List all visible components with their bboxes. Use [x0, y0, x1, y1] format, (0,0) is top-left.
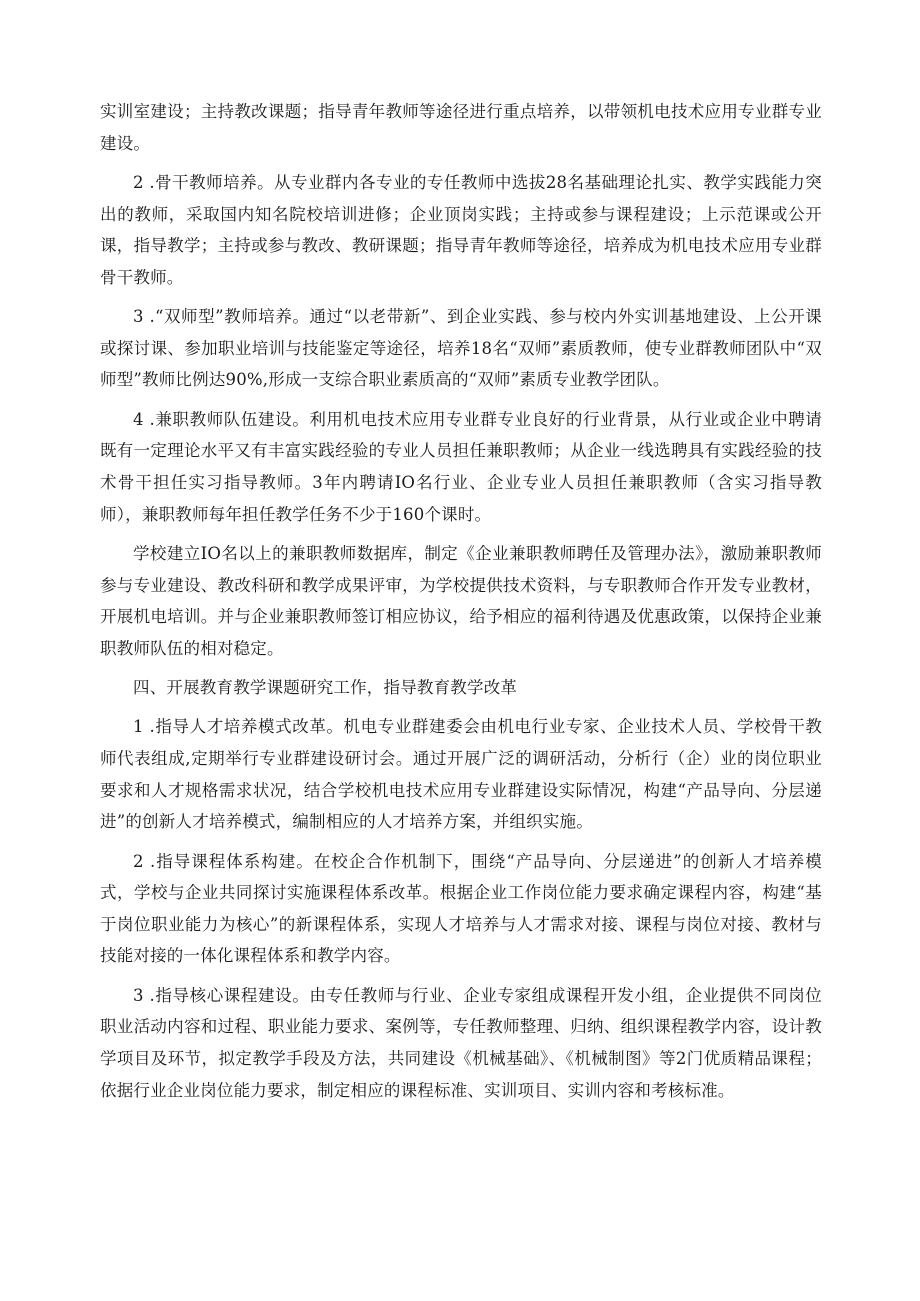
document-body [100, 96, 822, 1114]
paragraph-dual-teacher-training: 3 .“双师型”教师培养。通过“以老带新”、到企业实践、参与校内外实训基地建设、上公开课或探讨课、参加职业培训与技能鉴定等途径，培养18名“双师”素质教师，使专业群教师团队中“双师型”教师比例达90%,形成一支综合职业素质高的“双师”素质专业教学团队。 [100, 307, 822, 390]
paragraph-part-time-teacher-team: 4 .兼职教师队伍建设。利用机电技术应用专业群专业良好的行业背景，从行业或企业中聘请既有一定理论水平又有丰富实践经验的专业人员担任兼职教师；从企业一线选聘具有实践经验的技术骨干担任实习指导教师。3年内聘请IO名行业、企业专业人员担任兼职教师（含实习指导教师），兼职教师每年担任教学任务不少于160个课时。 [100, 409, 822, 524]
paragraph-talent-model-reform: 1 .指导人才培养模式改革。机电专业群建委会由机电行业专家、企业技术人员、学校骨干教师代表组成,定期举行专业群建设研讨会。通过开展广泛的调研活动，分析行（企）业的岗位职业要求和人才规格需求状况，结合学校机电技术应用专业群建设实际情况，构建“产品导向、分层递进”的创新人才培养模式，编制相应的人才培养方案，并组织实施。 [100, 717, 822, 832]
paragraph-continuation: 实训室建设；主持教改课题；指导青年教师等途径进行重点培养，以带领机电技术应用专业群专业建设。 [100, 102, 822, 153]
section-heading-research-work: 四、开展教育教学课题研究工作，指导教育教学改革 [133, 678, 518, 698]
paragraph-part-time-teacher-database: 学校建立IO名以上的兼职教师数据库，制定《企业兼职教师聘任及管理办法》，激励兼职教师参与专业建设、教改科研和教学成果评审，为学校提供技术资料，与专职教师合作开发专业教材，开展机电培训。并与企业兼职教师签订相应协议，给予相应的福利待遇及优惠政策，以保持企业兼职教师队伍的相对稳定。 [100, 543, 822, 658]
paragraph-curriculum-system: 2 .指导课程体系构建。在校企合作机制下，围绕“产品导向、分层递进”的创新人才培养模式，学校与企业共同探讨实施课程体系改革。根据企业工作岗位能力要求确定课程内容，构建“基于岗位职业能力为核心”的新课程体系，实现人才培养与人才需求对接、课程与岗位对接、教材与技能对接的一体化课程体系和教学内容。 [100, 851, 822, 966]
paragraph-backbone-teacher-training: 2 .骨干教师培养。从专业群内各专业的专任教师中选拔28名基础理论扎实、教学实践能力突出的教师，采取国内知名院校培训进修；企业顶岗实践；主持或参与课程建设；上示范课或公开课，指导教学；主持或参与教改、教研课题；指导青年教师等途径，培养成为机电技术应用专业群骨干教师。 [100, 172, 822, 287]
paragraph-core-course-construction: 3 .指导核心课程建设。由专任教师与行业、企业专家组成课程开发小组，企业提供不同岗位职业活动内容和过程、职业能力要求、案例等，专任教师整理、归纳、组织课程教学内容，设计教学项目及环节，拟定教学手段及方法，共同建设《机械基础》、《机械制图》等2门优质精品课程；依据行业企业岗位能力要求，制定相应的课程标准、实训项目、实训内容和考核标准。 [100, 985, 822, 1100]
